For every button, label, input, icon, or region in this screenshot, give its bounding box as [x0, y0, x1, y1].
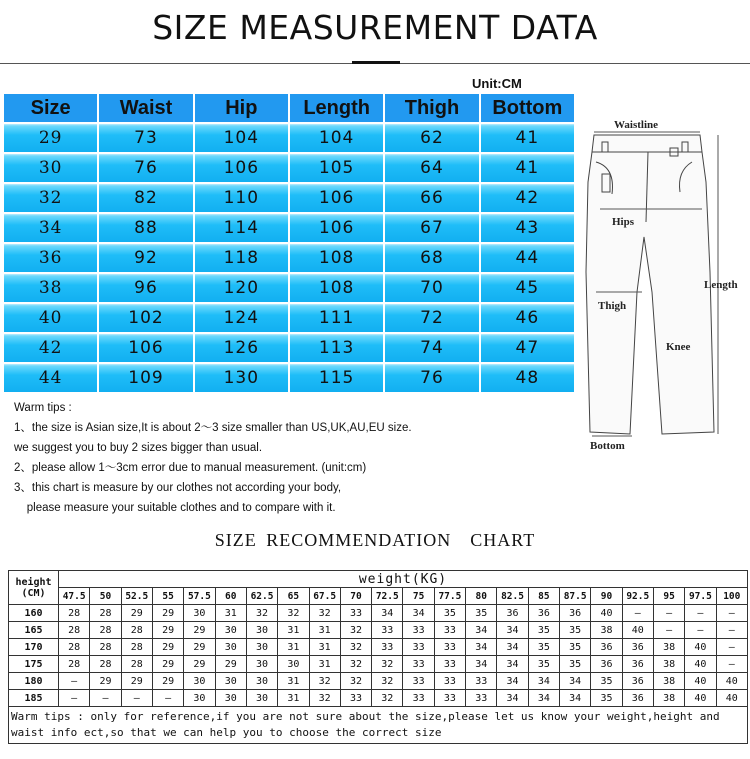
hip-cell: 126 — [194, 333, 289, 363]
recommended-size-cell: — — [716, 605, 747, 622]
recommended-size-cell: 36 — [560, 605, 591, 622]
recommended-size-cell: 34 — [560, 690, 591, 707]
thigh-cell: 70 — [384, 273, 479, 303]
header-thigh: Thigh — [384, 93, 479, 123]
recommended-size-cell: 31 — [215, 605, 246, 622]
recommended-size-cell: 40 — [685, 690, 716, 707]
height-header — [9, 571, 59, 605]
weight-value: 72.5 — [372, 588, 403, 605]
recommended-size-cell: 29 — [121, 673, 152, 690]
size-table-row — [3, 273, 575, 303]
bottom-cell: 47 — [480, 333, 575, 363]
header-hip: Hip — [194, 93, 289, 123]
recommended-size-cell: 34 — [528, 673, 559, 690]
size-cell: 44 — [3, 363, 98, 393]
recommended-size-cell: 31 — [309, 639, 340, 656]
recommended-size-cell: 32 — [340, 622, 371, 639]
recommended-size-cell: 35 — [528, 622, 559, 639]
waist-cell: 82 — [98, 183, 193, 213]
size-cell: 29 — [3, 123, 98, 153]
recommended-size-cell: 30 — [246, 690, 277, 707]
size-table — [2, 92, 576, 394]
header-waist: Waist — [98, 93, 193, 123]
hip-cell: 118 — [194, 243, 289, 273]
recommended-size-cell: 34 — [528, 690, 559, 707]
size-cell: 36 — [3, 243, 98, 273]
rec-row — [9, 673, 748, 690]
hip-cell: 120 — [194, 273, 289, 303]
rec-warm-tips: Warm tips : only for reference,if you are not sure about the size,please let us know your weight,height and waist info ect,so that we can help you to choose the correct size — [9, 707, 748, 744]
weight-value: 62.5 — [246, 588, 277, 605]
weight-value: 80 — [466, 588, 497, 605]
tips-heading: Warm tips : — [14, 402, 72, 414]
recommended-size-cell: 36 — [591, 639, 622, 656]
recommended-size-cell: 32 — [246, 605, 277, 622]
hip-cell: 106 — [194, 153, 289, 183]
warm-tips — [14, 398, 412, 518]
recommended-size-cell: 34 — [466, 639, 497, 656]
recommended-size-cell: 31 — [278, 639, 309, 656]
tip-line: 1、the size is Asian size,It is about 2～3 size smaller than US,UK,AU,EU size. — [14, 422, 412, 434]
recommended-size-cell: 34 — [372, 605, 403, 622]
recommended-size-cell: 30 — [215, 673, 246, 690]
weight-value: 82.5 — [497, 588, 528, 605]
recommended-size-cell: 35 — [560, 656, 591, 673]
recommended-size-cell: 28 — [90, 639, 121, 656]
recommended-size-cell: 29 — [152, 605, 183, 622]
recommended-size-cell: 38 — [653, 673, 684, 690]
thigh-cell: 64 — [384, 153, 479, 183]
height-value: 175 — [9, 656, 59, 673]
rec-header-row — [9, 571, 748, 588]
recommended-size-cell: 32 — [372, 673, 403, 690]
recommended-size-cell: 36 — [622, 656, 653, 673]
waist-cell: 88 — [98, 213, 193, 243]
size-table-row — [3, 363, 575, 393]
recommended-size-cell: 35 — [466, 605, 497, 622]
length-cell: 113 — [289, 333, 384, 363]
recommended-size-cell: 29 — [152, 639, 183, 656]
bottom-cell: 43 — [480, 213, 575, 243]
recommended-size-cell: 36 — [528, 605, 559, 622]
recommended-size-cell: — — [121, 690, 152, 707]
recommendation-title: SIZE RECOMMENDATION CHART — [214, 530, 536, 550]
recommended-size-cell: 32 — [372, 656, 403, 673]
recommended-size-cell: 29 — [152, 622, 183, 639]
recommended-size-cell: 34 — [497, 639, 528, 656]
thigh-cell: 62 — [384, 123, 479, 153]
recommended-size-cell: 35 — [560, 622, 591, 639]
recommended-size-cell: 28 — [59, 656, 90, 673]
recommended-size-cell: 33 — [434, 656, 465, 673]
height-header-unit: (CM) — [21, 587, 46, 599]
weight-value: 70 — [340, 588, 371, 605]
recommendation-chart — [8, 570, 748, 744]
header-bottom: Bottom — [480, 93, 575, 123]
recommended-size-cell: 33 — [340, 605, 371, 622]
weight-value: 47.5 — [59, 588, 90, 605]
recommended-size-cell: 30 — [246, 622, 277, 639]
recommended-size-cell: 31 — [278, 622, 309, 639]
size-cell: 34 — [3, 213, 98, 243]
recommended-size-cell: 36 — [622, 673, 653, 690]
recommended-size-cell: 30 — [184, 673, 215, 690]
size-table-row — [3, 303, 575, 333]
recommended-size-cell: 29 — [184, 622, 215, 639]
recommended-size-cell: 31 — [309, 656, 340, 673]
recommended-size-cell: 34 — [466, 656, 497, 673]
waist-cell: 92 — [98, 243, 193, 273]
recommended-size-cell: 30 — [246, 656, 277, 673]
recommended-size-cell: 33 — [340, 690, 371, 707]
recommended-size-cell: 28 — [90, 622, 121, 639]
weight-value: 85 — [528, 588, 559, 605]
recommended-size-cell: 33 — [403, 690, 434, 707]
recommended-size-cell: 34 — [466, 622, 497, 639]
recommended-size-cell: 31 — [278, 673, 309, 690]
size-table-row — [3, 153, 575, 183]
recommended-size-cell: 30 — [215, 690, 246, 707]
thigh-cell: 74 — [384, 333, 479, 363]
recommended-size-cell: 35 — [591, 673, 622, 690]
recommended-size-cell: 33 — [372, 639, 403, 656]
recommended-size-cell: 28 — [90, 656, 121, 673]
weight-value: 60 — [215, 588, 246, 605]
waist-cell: 73 — [98, 123, 193, 153]
weight-values-row — [9, 588, 748, 605]
recommended-size-cell: — — [653, 622, 684, 639]
rec-row — [9, 622, 748, 639]
recommended-size-cell: 32 — [309, 605, 340, 622]
rec-row — [9, 690, 748, 707]
size-table-row — [3, 123, 575, 153]
recommended-size-cell: — — [716, 622, 747, 639]
weight-value: 65 — [278, 588, 309, 605]
recommended-size-cell: 28 — [90, 605, 121, 622]
bottom-cell: 41 — [480, 123, 575, 153]
weight-value: 92.5 — [622, 588, 653, 605]
recommended-size-cell: 34 — [403, 605, 434, 622]
recommended-size-cell: 40 — [591, 605, 622, 622]
page-title: SIZE MEASUREMENT DATA — [152, 8, 598, 47]
tip-line: please measure your suitable clothes and to compare with it. — [14, 502, 336, 514]
thigh-cell: 66 — [384, 183, 479, 213]
recommended-size-cell: 32 — [309, 690, 340, 707]
recommended-size-cell: 30 — [184, 605, 215, 622]
recommended-size-cell: — — [152, 690, 183, 707]
header-size: Size — [3, 93, 98, 123]
hip-cell: 124 — [194, 303, 289, 333]
recommended-size-cell: 36 — [622, 690, 653, 707]
recommended-size-cell: 33 — [403, 639, 434, 656]
recommended-size-cell: 28 — [59, 622, 90, 639]
size-cell: 30 — [3, 153, 98, 183]
length-cell: 106 — [289, 183, 384, 213]
weight-header: weight(KG) — [59, 571, 748, 588]
recommended-size-cell: 35 — [560, 639, 591, 656]
recommended-size-cell: 32 — [309, 673, 340, 690]
weight-value: 100 — [716, 588, 747, 605]
recommended-size-cell: 40 — [685, 656, 716, 673]
weight-value: 90 — [591, 588, 622, 605]
thigh-cell: 67 — [384, 213, 479, 243]
recommended-size-cell: 30 — [215, 639, 246, 656]
recommended-size-cell: 32 — [340, 656, 371, 673]
recommended-size-cell: 31 — [278, 690, 309, 707]
recommended-size-cell: 35 — [434, 605, 465, 622]
recommended-size-cell: 33 — [434, 639, 465, 656]
recommended-size-cell: — — [622, 605, 653, 622]
unit-label: Unit:CM — [472, 76, 522, 91]
recommended-size-cell: 29 — [184, 656, 215, 673]
bottom-cell: 46 — [480, 303, 575, 333]
bottom-cell: 41 — [480, 153, 575, 183]
recommended-size-cell: — — [59, 673, 90, 690]
recommended-size-cell: 40 — [716, 673, 747, 690]
recommended-size-cell: — — [716, 656, 747, 673]
recommended-size-cell: — — [685, 622, 716, 639]
recommended-size-cell: 40 — [685, 639, 716, 656]
tip-line: 2、please allow 1～3cm error due to manual measurement. (unit:cm) — [14, 462, 367, 474]
recommended-size-cell: 33 — [403, 656, 434, 673]
length-label: Length — [704, 279, 738, 291]
size-cell: 38 — [3, 273, 98, 303]
recommended-size-cell: 33 — [403, 622, 434, 639]
rec-row — [9, 605, 748, 622]
recommended-size-cell: — — [685, 605, 716, 622]
weight-value: 55 — [152, 588, 183, 605]
bottom-label: Bottom — [590, 440, 625, 452]
recommended-size-cell: 36 — [497, 605, 528, 622]
length-cell: 105 — [289, 153, 384, 183]
recommended-size-cell: 33 — [403, 673, 434, 690]
recommended-size-cell: 34 — [497, 622, 528, 639]
waist-cell: 76 — [98, 153, 193, 183]
waist-cell: 106 — [98, 333, 193, 363]
recommended-size-cell: 35 — [528, 639, 559, 656]
weight-value: 75 — [403, 588, 434, 605]
bottom-cell: 48 — [480, 363, 575, 393]
height-value: 180 — [9, 673, 59, 690]
size-table-row — [3, 183, 575, 213]
recommended-size-cell: 40 — [716, 690, 747, 707]
recommendation-table — [8, 570, 748, 744]
recommended-size-cell: 35 — [528, 656, 559, 673]
thigh-cell: 72 — [384, 303, 479, 333]
size-table-header-row — [3, 93, 575, 123]
recommended-size-cell: 33 — [466, 690, 497, 707]
recommended-size-cell: 31 — [309, 622, 340, 639]
height-value: 170 — [9, 639, 59, 656]
recommended-size-cell: 38 — [653, 656, 684, 673]
recommended-size-cell: 38 — [653, 690, 684, 707]
knee-label: Knee — [666, 341, 691, 353]
length-cell: 108 — [289, 243, 384, 273]
recommended-size-cell: 28 — [121, 622, 152, 639]
size-table-row — [3, 333, 575, 363]
recommended-size-cell: 28 — [59, 605, 90, 622]
length-cell: 106 — [289, 213, 384, 243]
recommended-size-cell: 32 — [340, 673, 371, 690]
recommended-size-cell: 29 — [215, 656, 246, 673]
height-header-label: height — [15, 576, 52, 588]
recommended-size-cell: — — [653, 605, 684, 622]
size-table-body — [3, 123, 575, 393]
recommended-size-cell: 28 — [59, 639, 90, 656]
weight-value: 95 — [653, 588, 684, 605]
weight-value: 97.5 — [685, 588, 716, 605]
recommended-size-cell: — — [716, 639, 747, 656]
weight-value: 50 — [90, 588, 121, 605]
bottom-cell: 42 — [480, 183, 575, 213]
recommended-size-cell: 40 — [622, 622, 653, 639]
recommended-size-cell: — — [59, 690, 90, 707]
recommended-size-cell: 34 — [497, 673, 528, 690]
recommended-size-cell: — — [90, 690, 121, 707]
recommended-size-cell: 33 — [434, 673, 465, 690]
weight-value: 87.5 — [560, 588, 591, 605]
hip-cell: 104 — [194, 123, 289, 153]
recommended-size-cell: 30 — [246, 639, 277, 656]
recommended-size-cell: 38 — [591, 622, 622, 639]
recommended-size-cell: 29 — [152, 656, 183, 673]
recommended-size-cell: 29 — [184, 639, 215, 656]
height-value: 185 — [9, 690, 59, 707]
hip-cell: 114 — [194, 213, 289, 243]
waist-cell: 102 — [98, 303, 193, 333]
waist-cell: 109 — [98, 363, 193, 393]
weight-value: 67.5 — [309, 588, 340, 605]
recommended-size-cell: 30 — [215, 622, 246, 639]
recommended-size-cell: 38 — [653, 639, 684, 656]
recommended-size-cell: 33 — [434, 690, 465, 707]
bottom-cell: 45 — [480, 273, 575, 303]
tip-line: we suggest you to buy 2 sizes bigger than usual. — [14, 442, 263, 454]
recommended-size-cell: 32 — [278, 605, 309, 622]
weight-value: 57.5 — [184, 588, 215, 605]
weight-value: 77.5 — [434, 588, 465, 605]
length-cell: 108 — [289, 273, 384, 303]
bottom-cell: 44 — [480, 243, 575, 273]
rec-tips-row — [9, 707, 748, 744]
height-value: 165 — [9, 622, 59, 639]
recommended-size-cell: 36 — [591, 656, 622, 673]
recommended-size-cell: 33 — [434, 622, 465, 639]
recommended-size-cell: 36 — [622, 639, 653, 656]
weight-value: 52.5 — [121, 588, 152, 605]
height-value: 160 — [9, 605, 59, 622]
recommended-size-cell: 30 — [184, 690, 215, 707]
thigh-label: Thigh — [598, 300, 627, 312]
recommended-size-cell: 29 — [121, 605, 152, 622]
recommended-size-cell: 28 — [121, 656, 152, 673]
pants-measurement-diagram — [582, 112, 750, 457]
recommended-size-cell: 32 — [372, 690, 403, 707]
size-cell: 32 — [3, 183, 98, 213]
recommended-size-cell: 32 — [340, 639, 371, 656]
waist-cell: 96 — [98, 273, 193, 303]
header-length: Length — [289, 93, 384, 123]
waistline-label: Waistline — [614, 119, 659, 131]
size-cell: 42 — [3, 333, 98, 363]
length-cell: 104 — [289, 123, 384, 153]
recommended-size-cell: 33 — [466, 673, 497, 690]
size-table-row — [3, 243, 575, 273]
recommended-size-cell: 30 — [278, 656, 309, 673]
recommended-size-cell: 33 — [372, 622, 403, 639]
recommended-size-cell: 34 — [497, 656, 528, 673]
rec-row — [9, 639, 748, 656]
recommended-size-cell: 34 — [560, 673, 591, 690]
recommended-size-cell: 34 — [497, 690, 528, 707]
recommended-size-cell: 40 — [685, 673, 716, 690]
hip-cell: 130 — [194, 363, 289, 393]
recommended-size-cell: 30 — [246, 673, 277, 690]
recommended-size-cell: 35 — [591, 690, 622, 707]
thigh-cell: 76 — [384, 363, 479, 393]
length-cell: 111 — [289, 303, 384, 333]
recommended-size-cell: 29 — [90, 673, 121, 690]
thigh-cell: 68 — [384, 243, 479, 273]
recommended-size-cell: 29 — [152, 673, 183, 690]
title-accent-bar — [352, 61, 400, 64]
hips-label: Hips — [612, 216, 635, 228]
size-table-row — [3, 213, 575, 243]
recommended-size-cell: 28 — [121, 639, 152, 656]
size-cell: 40 — [3, 303, 98, 333]
hip-cell: 110 — [194, 183, 289, 213]
rec-row — [9, 656, 748, 673]
tip-line: 3、this chart is measure by our clothes not according your body, — [14, 482, 342, 494]
length-cell: 115 — [289, 363, 384, 393]
pants-outline-icon — [586, 135, 714, 434]
